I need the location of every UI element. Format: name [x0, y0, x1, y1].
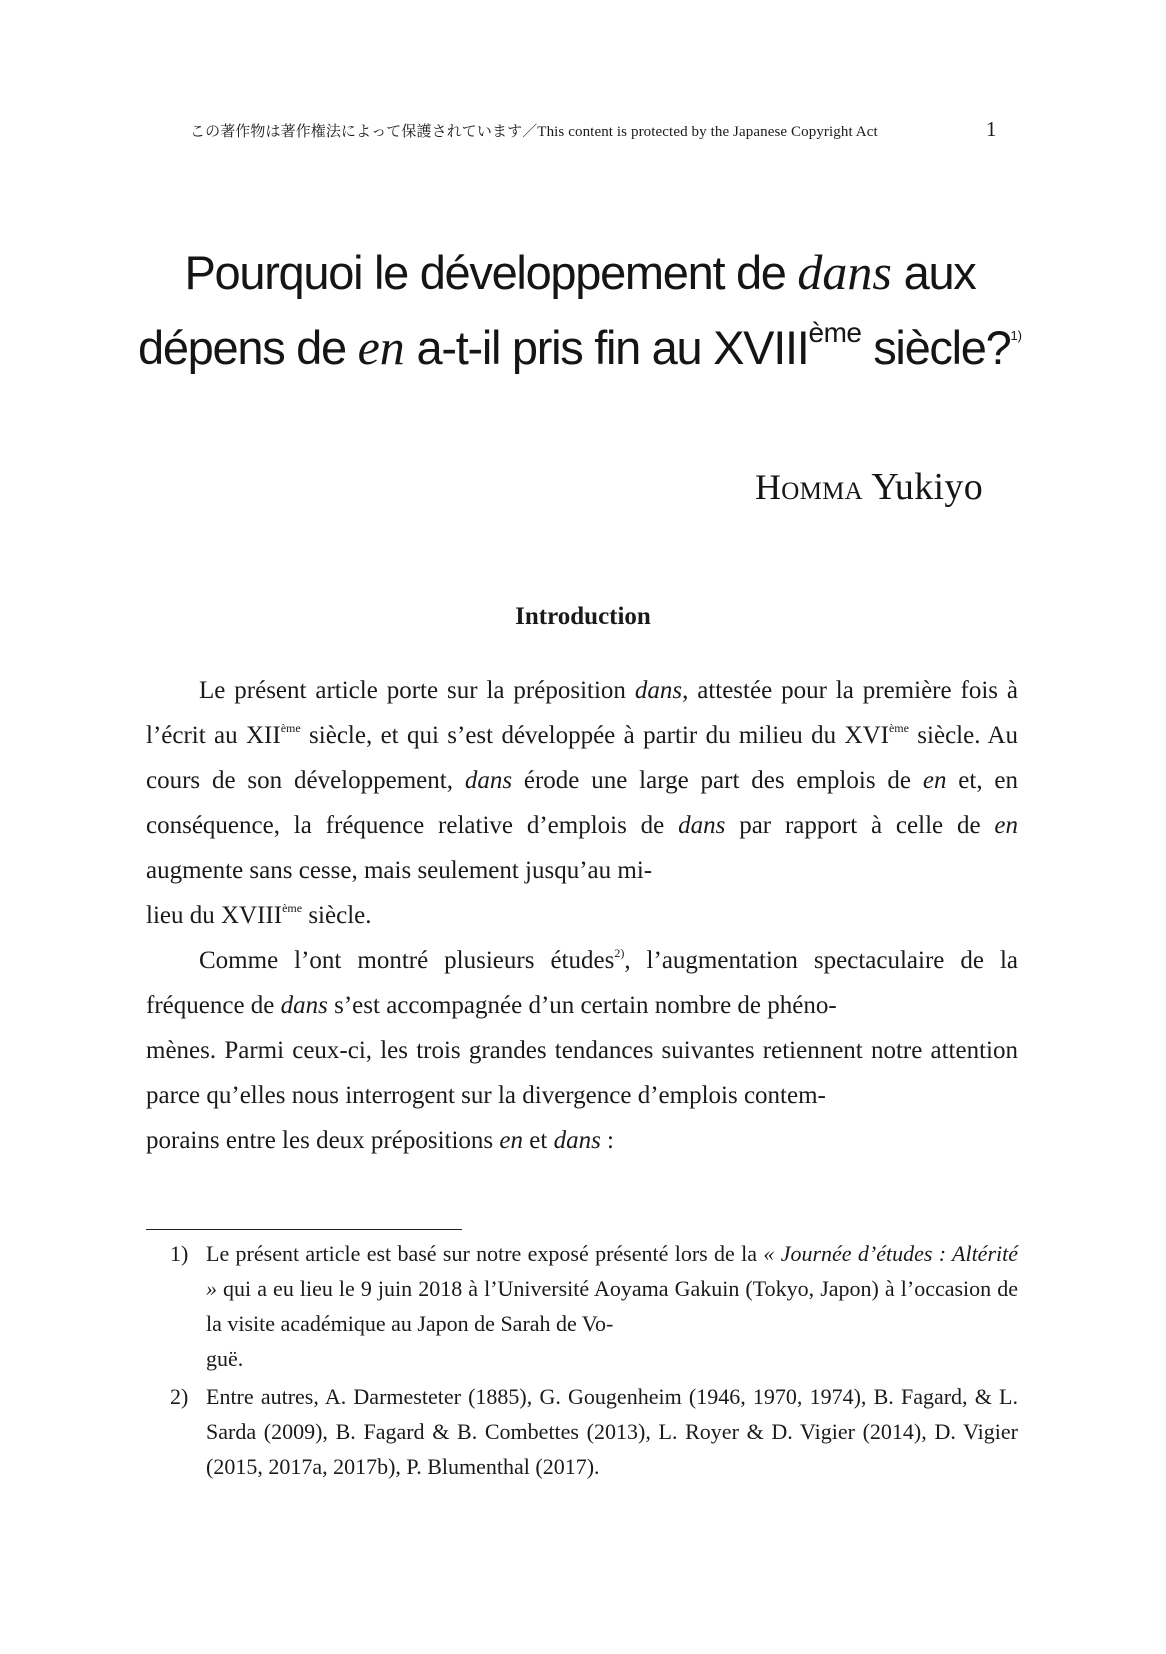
footnote-divider	[146, 1229, 462, 1230]
text-run: Le présent article porte sur la préposition	[199, 677, 635, 704]
text-run: Le présent article est basé sur notre exposé présenté lors de la	[206, 1241, 764, 1266]
italic-term: en	[499, 1127, 524, 1154]
italic-term: en	[994, 812, 1018, 839]
superscript: ème	[888, 721, 909, 735]
text-run: siècle.	[302, 902, 372, 929]
text-run: :	[600, 1127, 614, 1154]
text-run: siècle. Au cours de son développement,	[146, 722, 1018, 794]
title-text: siècle?	[861, 321, 1011, 374]
text-run: mènes. Parmi ceux-ci, les trois grandes tendances suivantes retiennent notre attention parce qu’elles nous interrogent sur la divergence d’emplois contem-	[146, 1037, 1018, 1109]
italic-term: dans	[464, 767, 513, 794]
superscript: ème	[280, 721, 301, 735]
text-run: porains entre les deux prépositions	[146, 1127, 500, 1154]
author-family-name: Homma	[754, 467, 864, 507]
text-run: et	[523, 1127, 554, 1154]
italic-term: dans	[634, 677, 683, 704]
title-italic-dans: dans	[797, 244, 892, 300]
footnote-2	[170, 1379, 1018, 1484]
title-text: a-t-il pris fin au XVIII	[404, 321, 809, 374]
text-run: guë.	[206, 1346, 244, 1371]
title-superscript: ème	[808, 317, 862, 348]
running-head: この著作物は著作権法によって保護されています／This content is protected by the Japanese Copyright Act	[190, 124, 878, 140]
footnotes	[170, 1236, 1018, 1487]
section-heading: Introduction	[515, 603, 651, 630]
body-text	[146, 668, 1018, 1163]
text-run: Comme l’ont montré plusieurs études	[199, 947, 615, 974]
italic-term: « Journée d’études : Altérité »	[206, 1241, 1018, 1301]
footnote-ref[interactable]: 2)	[614, 946, 625, 960]
text-run: , l’augmentation spectaculaire de la fréquence de	[146, 947, 1018, 1019]
title-italic-en: en	[357, 319, 405, 375]
text-run: par rapport à celle de	[725, 812, 995, 839]
page-number: 1	[986, 117, 997, 141]
paragraph-1	[146, 668, 1018, 938]
title-text: aux dépens de	[138, 246, 976, 374]
title-text: Pourquoi le développement de	[184, 246, 798, 299]
footnote-number: 1)	[170, 1241, 189, 1266]
italic-term: en	[922, 767, 947, 794]
text-run: lieu du XVIII	[146, 902, 283, 929]
superscript: ème	[282, 901, 303, 915]
text-run: s’est accompagnée d’un certain nombre de phéno-	[327, 992, 837, 1019]
text-run: érode une large part des emplois de	[512, 767, 923, 794]
text-run: Entre autres, A. Darmesteter (1885), G. Gougenheim (1946, 1970, 1974), B. Fagard, & L. Sarda (2009), B. Fagard & B. Combettes (2013), L. Royer & D. Vigier (2014), D. Vigier (2015, 2017a, 2017b), P. Blumenthal (2017).	[206, 1384, 1018, 1479]
text-run: qui a eu lieu le 9 juin 2018 à l’Université Aoyama Gakuin (Tokyo, Japon) à l’occasion de la visite académique au Japon de Sarah de Vo-	[206, 1276, 1018, 1336]
italic-term: dans	[553, 1127, 601, 1154]
author-name	[0, 465, 983, 509]
italic-term: dans	[280, 992, 328, 1019]
title-footnote-ref[interactable]: 1)	[1010, 328, 1022, 343]
text-run: , attestée pour la première fois à l’écrit au XII	[146, 677, 1019, 749]
text-run: augmente sans cesse, mais seulement jusqu’au mi-	[146, 857, 653, 884]
footnote-number: 2)	[170, 1384, 189, 1409]
article-title	[130, 242, 1030, 378]
text-run: et, en conséquence, la fréquence relative d’emplois de	[146, 767, 1019, 839]
italic-term: dans	[678, 812, 726, 839]
author-given-name: Yukiyo	[871, 466, 983, 508]
paragraph-2	[146, 938, 1018, 1163]
footnote-1	[170, 1236, 1018, 1376]
text-run: siècle, et qui s’est développée à partir du milieu du XVI	[300, 722, 889, 749]
